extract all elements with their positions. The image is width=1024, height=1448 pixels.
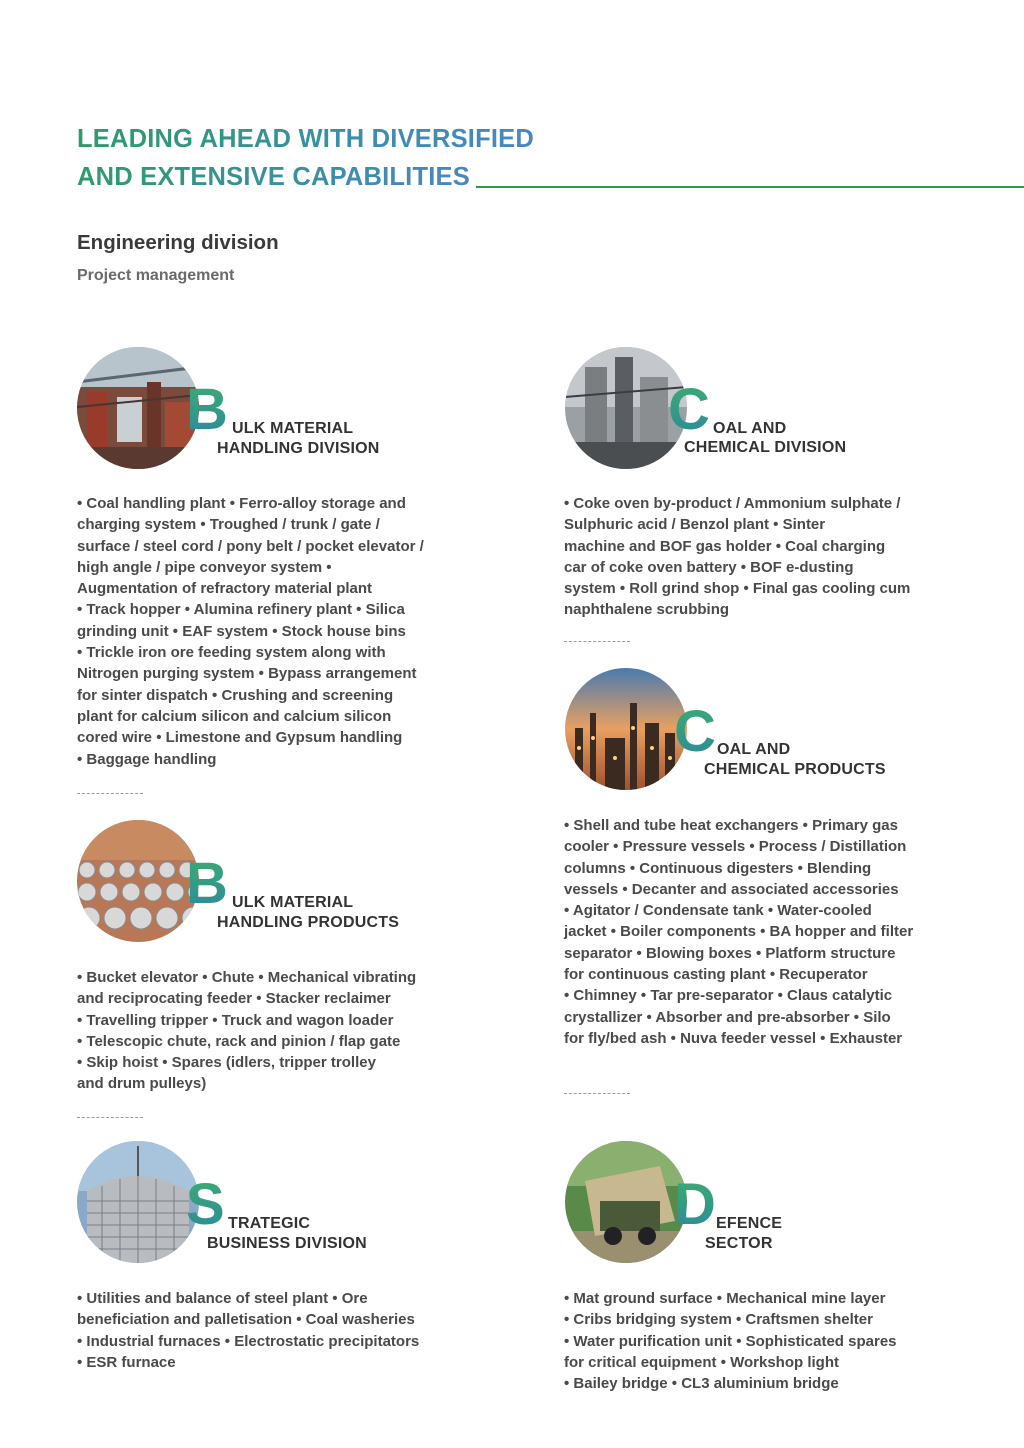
text-line: • Baggage handling: [77, 750, 217, 768]
text-line: for sinter dispatch • Crushing and screening: [77, 686, 394, 704]
section-title-line-1: OAL AND: [713, 420, 787, 437]
text-line: • Shell and tube heat exchangers • Primary gas: [564, 817, 898, 834]
section-divider: [564, 1093, 630, 1094]
text-line: Nitrogen purging system • Bypass arrangement: [77, 665, 417, 683]
text-line: for fly/bed ash • Nuva feeder vessel • Exhauster: [564, 1029, 903, 1047]
headline-line-2: AND EXTENSIVE CAPABILITIES: [77, 158, 470, 196]
section-initial-letter: S: [186, 1172, 225, 1237]
section-title-line-2: HANDLING DIVISION: [217, 440, 380, 457]
text-line: • Trickle iron ore feeding system along with: [77, 644, 386, 662]
text-line: • Agitator / Condensate tank • Water-cooled: [564, 902, 872, 920]
section-divider: [77, 1117, 143, 1118]
section-title-line-2: SECTOR: [705, 1235, 773, 1252]
text-line: car of coke oven battery • BOF e-dusting: [564, 558, 854, 576]
text-line: • Bailey bridge • CL3 aluminium bridge: [564, 1375, 839, 1393]
section-title-line-2: CHEMICAL PRODUCTS: [704, 761, 886, 778]
text-line: • Utilities and balance of steel plant • Ore: [77, 1290, 368, 1307]
section-title-line-1: EFENCE: [716, 1215, 783, 1232]
conveyor-rollers-photo: [77, 820, 199, 942]
headline-line-1: LEADING AHEAD WITH DIVERSIFIED: [77, 120, 534, 158]
text-line: • Coke oven by-product / Ammonium sulphate /: [564, 495, 901, 512]
text-line: plant for calcium silicon and calcium silicon: [77, 707, 392, 725]
section-initial-letter: C: [674, 699, 716, 764]
industrial-conveyor-structure-photo: [77, 347, 199, 469]
text-line: and drum pulleys): [77, 1075, 207, 1093]
section-initial-letter: D: [674, 1172, 716, 1237]
text-line: system • Roll grind shop • Final gas cooling cum: [564, 580, 911, 598]
text-line: • Track hopper • Alumina refinery plant • Silica: [77, 601, 405, 619]
strategic-text: [77, 1288, 497, 1373]
text-line: for continuous casting plant • Recuperator: [564, 966, 868, 984]
coal-division-text: [564, 493, 984, 621]
section-title-line-1: TRATEGIC: [228, 1215, 311, 1232]
section-initial-letter: B: [186, 851, 228, 916]
text-line: for critical equipment • Workshop light: [564, 1353, 839, 1371]
text-line: • Cribs bridging system • Craftsmen shelter: [564, 1311, 873, 1329]
section-title-line-2: CHEMICAL DIVISION: [684, 439, 847, 456]
bulk-products-text: [77, 967, 497, 1095]
defence-text: [564, 1288, 984, 1394]
section-title-line-1: ULK MATERIAL: [232, 420, 354, 437]
text-line: • Bucket elevator • Chute • Mechanical vibrating: [77, 969, 417, 986]
text-line: beneficiation and palletisation • Coal washeries: [77, 1311, 415, 1329]
section-title-line-2: HANDLING PRODUCTS: [217, 914, 400, 931]
text-line: • ESR furnace: [77, 1353, 176, 1371]
text-line: • Coal handling plant • Ferro-alloy storage and: [77, 495, 406, 512]
text-line: and reciprocating feeder • Stacker reclaimer: [77, 990, 391, 1008]
division-title: Engineering division: [77, 231, 279, 254]
text-line: jacket • Boiler components • BA hopper and filter: [564, 923, 914, 941]
text-line: • Skip hoist • Spares (idlers, tripper trolley: [77, 1054, 376, 1072]
text-line: Augmentation of refractory material plant: [77, 580, 373, 598]
text-line: vessels • Decanter and associated accessories: [564, 880, 899, 898]
section-divider: [77, 793, 143, 794]
section-initial-letter: B: [186, 377, 228, 442]
headline-rule: [476, 186, 1024, 188]
section-title-line-1: OAL AND: [717, 741, 791, 758]
text-line: high angle / pipe conveyor system •: [77, 558, 332, 576]
page-headline: [77, 120, 1024, 196]
text-line: • Mat ground surface • Mechanical mine layer: [564, 1290, 886, 1307]
text-line: naphthalene scrubbing: [564, 601, 730, 619]
text-line: crystallizer • Absorber and pre-absorber • Silo: [564, 1008, 891, 1026]
text-line: grinding unit • EAF system • Stock house bins: [77, 622, 406, 640]
section-initial-letter: C: [668, 377, 710, 442]
coal-products-text: [564, 815, 1004, 1049]
refinery-at-sunset-photo: [565, 668, 687, 790]
military-truck-mat-layer-photo: [565, 1141, 687, 1263]
text-line: • Industrial furnaces • Electrostatic precipitators: [77, 1332, 420, 1350]
text-line: cored wire • Limestone and Gypsum handling: [77, 729, 403, 747]
section-divider: [564, 641, 630, 642]
text-line: Sulphuric acid / Benzol plant • Sinter: [564, 516, 826, 534]
text-line: machine and BOF gas holder • Coal charging: [564, 537, 886, 555]
text-line: • Chimney • Tar pre-separator • Claus catalytic: [564, 987, 893, 1005]
text-line: cooler • Pressure vessels • Process / Distillation: [564, 838, 907, 856]
text-line: columns • Continuous digesters • Blending: [564, 859, 872, 877]
text-line: separator • Blowing boxes • Platform structure: [564, 944, 896, 962]
section-title-line-2: BUSINESS DIVISION: [207, 1235, 367, 1252]
steel-silo-photo: [77, 1141, 199, 1263]
text-line: • Telescopic chute, rack and pinion / flap gate: [77, 1032, 401, 1050]
text-line: charging system • Troughed / trunk / gate /: [77, 516, 380, 534]
text-line: surface / steel cord / pony belt / pocket elevator /: [77, 537, 424, 555]
section-title-line-1: ULK MATERIAL: [232, 894, 354, 911]
division-subtitle: Project management: [77, 267, 235, 284]
text-line: • Travelling tripper • Truck and wagon loader: [77, 1011, 394, 1029]
bulk-division-text: [77, 493, 497, 770]
text-line: • Water purification unit • Sophisticated spares: [564, 1332, 897, 1350]
